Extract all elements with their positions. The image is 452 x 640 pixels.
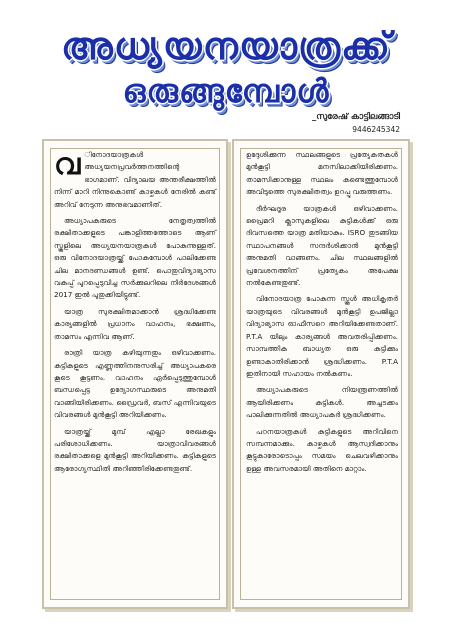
article-column-right [232,139,410,609]
paragraph-text: ിനോദയാത്രകൾ അധ്യയനപ്രവർത്തനത്തിന്റെ ഭാഗമാണ്. വിദ്യാലയ അന്തരീക്ഷത്തിൽ നിന്ന് മാറി നിന്നുകൊണ്ട് കാഴ്ചകൾ നേരിൽ കണ്ട് അറിവ് നേടുന്ന അനുഭവമാണിത്. [54,150,216,209]
article-paragraph: ദീർഘദൂര യാത്രകൾ ഒഴിവാക്കണം. പ്രൈമറി ക്ലാസുകളിലെ കുട്ടികൾക്ക് ഒരു ദിവസത്തെ യാത്ര മതിയാകും. ISRO തുടങ്ങിയ സ്ഥാപനങ്ങൾ സന്ദർശിക്കാൻ മുൻകൂട്ടി അനുമതി വാങ്ങണം. ചില സ്ഥലങ്ങളിൽ പ്രവേശനത്തിന് പ്രത്യേകം അപേക്ഷ നൽകേണ്ടതുണ്ട്. [246,203,398,288]
column-inner-border [240,148,402,600]
headline-line-1: അധ്യയനയാത്രക്ക് [61,24,391,68]
article-paragraph: പഠനയാത്രകൾ കുട്ടികളുടെ അറിവിനെ സമ്പന്നമാക്കും. കാഴ്ചകൾ ആസ്വദിക്കാനും കൂട്ടുകാരോടൊപ്പം സമയം ചെലവഴിക്കാനും ഉള്ള അവസരമായി അതിനെ മാറ്റാം. [246,426,398,473]
article-paragraph: വിനോദയാത്ര പോകുന്ന സ്കൂൾ അധികൃതർ യാത്രയുടെ വിവരങ്ങൾ മുൻകൂട്ടി ഉപജില്ലാ വിദ്യാഭ്യാസ ഓഫീസറെ അറിയിക്കേണ്ടതാണ്. P.T.A യിലും കാര്യങ്ങൾ അവതരിപ്പിക്കണം. സാമ്പത്തിക ബാധ്യത ഒരു കുട്ടിക്കും ഉണ്ടാകാതിരിക്കാൻ ശ്രദ്ധിക്കണം. P.T.A ഇതിനായി സഹായം നൽകണം. [246,294,398,378]
author-phone: 9446245342 [352,125,400,134]
author-name: _സുരേഷ് കാട്ടിലങ്ങാടി [311,112,400,122]
column-inner-border [50,148,220,600]
article-paragraph: ഉദ്ദേശിക്കുന്ന സ്ഥലങ്ങളുടെ പ്രത്യേകതകൾ മുൻകൂട്ടി മനസിലാക്കിയിരിക്കണം. താമസിക്കാനുള്ള സ്ഥലം കണ്ടെത്തുമ്പോൾ അവിടുത്തെ സുരക്ഷിതത്വം ഉറപ്പു വരുത്തണം. [246,150,398,197]
article-paragraph: അധ്യാപകരുടെ നേതൃത്വത്തിൽ രക്ഷിതാക്കളുടെ പങ്കാളിത്തത്തോടെ ആണ് സ്കൂളിലെ അധ്യയനയാത്രകൾ പോകുന്നുള്ളത്. ഒരു വിനോദയാത്രയ്ക്ക് പോകുമ്പോൾ പാലിക്കേണ്ട ചില മാനദണ്ഡങ്ങൾ ഉണ്ട്. പൊതുവിദ്യാഭ്യാസ വകുപ്പ് പുറപ്പെടുവിച്ച സർക്കുലറിലെ നിർദേശങ്ങൾ 2017 ഇൽ പുതുക്കിയിട്ടുണ്ട്. [54,216,216,300]
article-paragraph: യാത്രയ്ക്ക് മുമ്പ് എല്ലാ രേഖകളും പരിശോധിക്കണം. യാത്രാവിവരങ്ങൾ രക്ഷിതാക്കളെ മുൻകൂട്ടി അറിയിക്കണം. കുട്ടികളുടെ ആരോഗ്യസ്ഥിതി അറിഞ്ഞിരിക്കേണ്ടതുണ്ട്. [54,426,216,473]
article-paragraph: രാത്രി യാത്ര കഴിയുന്നതും ഒഴിവാക്കണം. കുട്ടികളുടെ എണ്ണത്തിനനുസരിച്ച് അധ്യാപകരെ കൂടെ കൂട്ടണം. വാഹനം ഏർപ്പെടുത്തുമ്പോൾ ബന്ധപ്പെട്ട ഉദ്യോഗസ്ഥരുടെ അനുമതി വാങ്ങിയിരിക്കണം. ഡ്രൈവർ, ബസ് എന്നിവയുടെ വിവരങ്ങൾ മുൻകൂട്ടി അറിയിക്കണം. [54,348,216,420]
author-byline [312,112,400,134]
drop-cap: വ [54,147,81,182]
article-column-left [42,139,228,609]
article-paragraph: യാത്ര സുരക്ഷിതമാക്കാൻ ശ്രദ്ധിക്കേണ്ട കാര്യങ്ങളിൽ പ്രധാനം വാഹനം, ഭക്ഷണം, താമസം എന്നിവ ആണ്. [54,306,216,341]
article-paragraph: അധ്യാപകരുടെ നിയന്ത്രണത്തിൽ ആയിരിക്കണം കുട്ടികൾ. അച്ചടക്കം പാലിക്കുന്നതിൽ അധ്യാപകർ ശ്രദ്ധിക്കണം. [246,385,398,420]
headline-line-2: ഒരുങ്ങുമ്പോൾ [122,72,330,110]
